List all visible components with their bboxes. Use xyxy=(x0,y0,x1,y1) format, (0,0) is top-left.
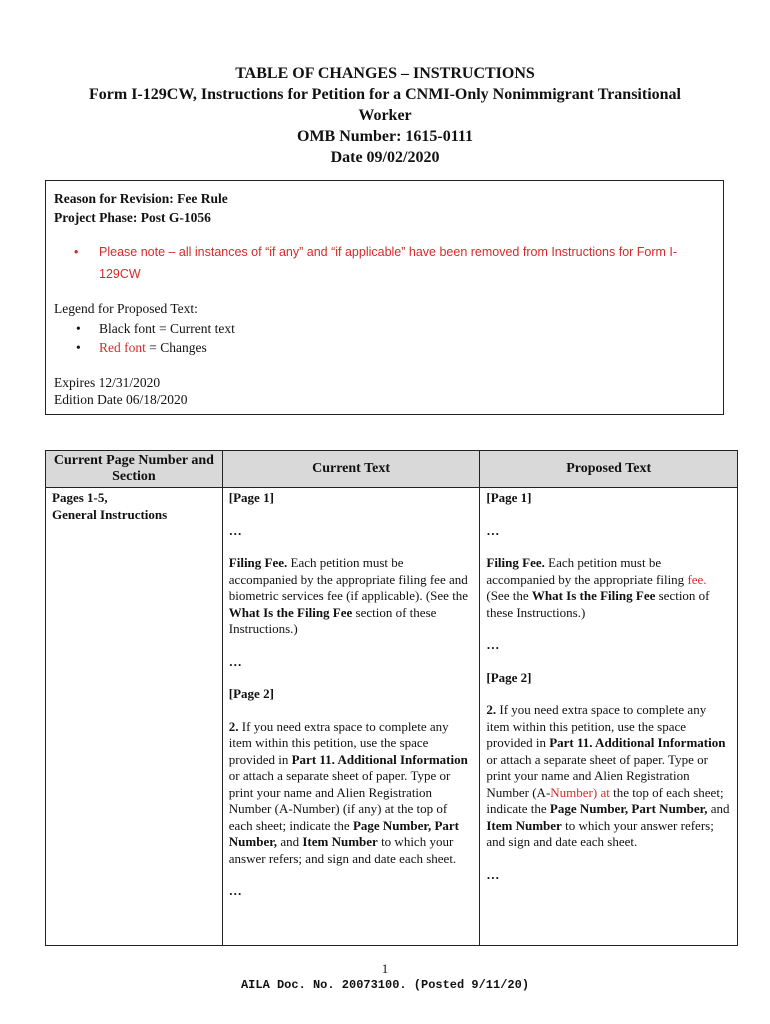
current-ellipsis: … xyxy=(228,883,242,898)
omb-number: OMB Number: 1615-0111 xyxy=(297,128,473,145)
proposed-ellipsis: … xyxy=(486,637,500,652)
fee-change: fee. xyxy=(687,571,707,587)
item-bold: Part 11. Additional Information xyxy=(549,735,726,750)
bullet-icon: • xyxy=(76,320,81,336)
item-text: If you need extra space to complete any item within this petition, use the space provided in xyxy=(228,718,449,767)
legend-black-text: Black font = Current text xyxy=(99,320,235,336)
document-date: Date 09/02/2020 xyxy=(330,149,440,166)
item-text: and xyxy=(707,801,730,816)
legend-item-red xyxy=(76,338,715,358)
fee-end: section of these Instructions.) xyxy=(228,604,437,636)
proposed-text-cell xyxy=(480,488,738,946)
legend xyxy=(54,299,715,358)
item-text: to which your answer refers; and sign and date each sheet. xyxy=(486,817,714,849)
column-header-current: Current Text xyxy=(222,451,480,488)
title-line-2: Form I-129CW, Instructions for Petition for a CNMI-Only Nonimmigrant Transitional xyxy=(89,86,681,103)
item-text: If you need extra space to complete any item within this petition, use the space provided in xyxy=(486,702,707,750)
item-text: or attach a separate sheet of paper. Type or print your name and Alien Registration Number (A-Number) (if any) at the top of each sheet; indicate the xyxy=(228,768,451,833)
column-header-section: Current Page Number and Section xyxy=(46,451,223,488)
proposed-ellipsis: … xyxy=(486,866,500,882)
revision-info-box xyxy=(45,180,724,415)
section-pages: Pages 1-5, xyxy=(52,490,108,505)
proposed-item2-paragraph xyxy=(486,702,731,851)
item-bold: Part 11. Additional Information xyxy=(291,751,468,767)
proposed-page1-label: [Page 1] xyxy=(486,490,532,505)
legend-red-label: Red font xyxy=(99,340,146,355)
item-text: to which your answer refers; and sign and date each sheet. xyxy=(228,834,457,866)
expires-date: Expires 12/31/2020 xyxy=(54,374,161,390)
fee-label: Filing Fee. xyxy=(228,555,288,570)
item-number: 2. xyxy=(486,702,497,717)
fee-text: Each petition must be accompanied by the appropriate filing xyxy=(486,555,688,587)
table-row xyxy=(46,488,738,946)
changes-table xyxy=(45,450,738,946)
edition-date: Edition Date 06/18/2020 xyxy=(54,391,188,407)
current-page2-label: [Page 2] xyxy=(228,686,274,701)
item-change: Number) at xyxy=(550,784,610,800)
current-text-cell xyxy=(222,488,480,946)
item-text: and xyxy=(277,834,303,849)
section-cell xyxy=(46,488,223,946)
reason-for-revision: Reason for Revision: Fee Rule xyxy=(54,191,228,206)
removal-note xyxy=(54,241,715,285)
item-text: the top of each sheet; indicate the xyxy=(486,784,724,816)
fee-bold: What Is the Filing Fee xyxy=(531,588,656,603)
item-bold: Item Number xyxy=(302,834,378,849)
fee-bold: What Is the Filing Fee xyxy=(228,604,353,620)
bullet-icon: • xyxy=(76,340,81,355)
proposed-filing-fee-paragraph xyxy=(486,555,731,621)
current-page1-label: [Page 1] xyxy=(228,490,274,505)
proposed-ellipsis: … xyxy=(486,522,500,538)
item-bold: Page Number, Part Number, xyxy=(549,801,708,816)
legend-list xyxy=(54,319,715,358)
bullet-icon: • xyxy=(74,245,79,259)
fee-text: Each petition must be accompanied by the appropriate filing fee and biometric services fee (if applicable). (See the xyxy=(228,555,469,603)
item-number: 2. xyxy=(228,718,239,734)
fee-end: section of these Instructions.) xyxy=(486,588,710,620)
removal-note-text: Please note – all instances of “if any” and “if applicable” have been removed from Instructions for Form I-129CW xyxy=(99,245,678,281)
title-line-1: TABLE OF CHANGES – INSTRUCTIONS xyxy=(235,65,535,82)
item-bold: Item Number xyxy=(486,817,562,833)
table-header-row xyxy=(46,451,738,488)
current-filing-fee-paragraph xyxy=(229,555,474,638)
item-text: or attach a separate sheet of paper. Type or print your name and Alien Registration Number (A- xyxy=(486,751,708,800)
legend-title: Legend for Proposed Text: xyxy=(54,301,198,316)
legend-red-text: = Changes xyxy=(145,340,207,355)
current-item2-paragraph xyxy=(229,719,474,868)
proposed-page2-label: [Page 2] xyxy=(486,669,532,685)
expiration xyxy=(54,374,715,408)
aila-doc-number: AILA Doc. No. 20073100. (Posted 9/11/20) xyxy=(240,978,530,992)
fee-label: Filing Fee. xyxy=(486,555,545,570)
current-ellipsis: … xyxy=(228,653,242,669)
section-name: General Instructions xyxy=(52,506,168,522)
column-header-proposed: Proposed Text xyxy=(480,451,738,488)
page-title xyxy=(40,63,730,168)
current-ellipsis: … xyxy=(228,522,242,538)
item-bold: Page Number, Part Number, xyxy=(228,817,459,849)
project-phase: Project Phase: Post G-1056 xyxy=(54,210,211,225)
page-number: 1 xyxy=(381,961,389,976)
fee-text: (See the xyxy=(486,588,532,603)
legend-item-black xyxy=(76,319,715,339)
title-line-3: Worker xyxy=(358,107,412,124)
